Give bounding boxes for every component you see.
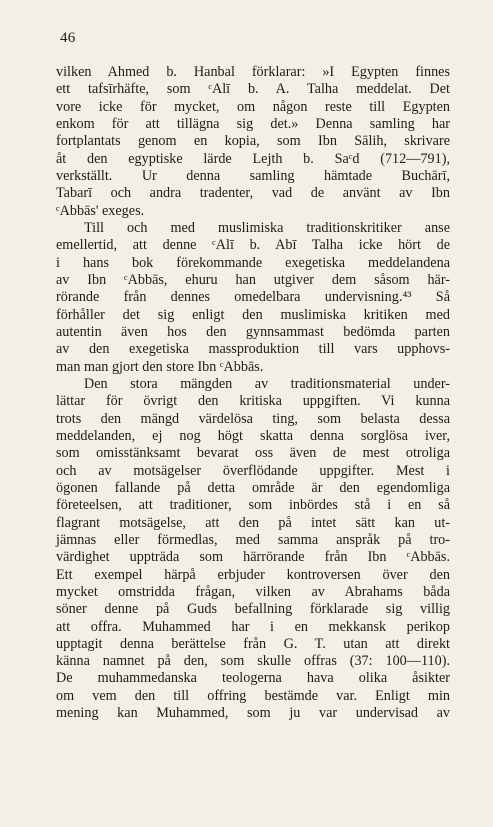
text-line: känna namnet på den, som skulle offras (37: 100—110). (56, 653, 450, 670)
text-line: rörande från dennes omedelbara undervisning.⁴³ Så (56, 289, 450, 306)
text-line: ᶜAbbās' exeges. (56, 202, 145, 219)
text-line: värdighet uppträda som härrörande från Ibn ᶜAbbās. (56, 549, 450, 566)
text-line: man man gjort den store Ibn ᶜAbbās. (56, 358, 264, 375)
text-line: och av motsägelser överflödande uppgifter. Mest i (56, 462, 450, 479)
text-line: De muhammedanska teologerna hava olika åsikter (56, 670, 450, 687)
text-line: enkom för att tillägna sig det.» Denna samling har (56, 115, 450, 132)
text-line: trots den mängd värdelösa ting, som belasta dessa (56, 410, 450, 427)
text-line: upptagit denna berättelse från G. T. utan att direkt (56, 635, 450, 652)
text-line: om vem den till offring bestämde var. Enligt min (56, 687, 450, 704)
text-line: autentin även hos den gynnsammast bedömda parten (56, 323, 450, 340)
text-line: jämnas eller förmedlas, med samma anspråk på tro- (56, 531, 450, 548)
text-line: företeelsen, att traditioner, som inbördes stå i en så (56, 497, 450, 514)
text-line: mening kan Muhammed, som ju var undervisad av (56, 705, 450, 722)
text-line: söner denne på Guds befallning förklarade sig villig (56, 601, 450, 618)
text-line: att offra. Muhammed har i en mekkansk perikop (56, 618, 450, 635)
text-line: Ett exempel härpå erbjuder kontroversen över den (56, 566, 450, 583)
text-line: förhåller det sig enligt den muslimiska kritiken med (56, 306, 450, 323)
text-line: åt den egyptiske lärde Lejth b. Saᶜd (712—791), (56, 150, 450, 167)
text-line: Tabarī och andra tradenter, vad de använt av Ibn (56, 185, 450, 202)
text-line: i hans bok förekommande exegetiska meddelandena (56, 254, 450, 271)
text-line: av den exegetiska massproduktion till vars upphovs- (56, 341, 450, 358)
text-line: flagrant motsägelse, att den på intet sätt kan ut- (56, 514, 450, 531)
text-line: emellertid, att denne ᶜAlī b. Abī Talha icke hört de (56, 237, 450, 254)
text-line: av Ibn ᶜAbbās, ehuru han utgiver dem såsom här- (56, 271, 450, 288)
text-line: lättar för övrigt den kritiska uppgiften. Vi kunna (56, 393, 450, 410)
text-line: meddelanden, ej nog högt skatta denna sorglösa iver, (56, 427, 450, 444)
text-line: som omisstänksamt bevarat oss även de mest otroliga (56, 445, 450, 462)
text-line: verkställt. Ur denna samling hämtade Buchārī, (56, 167, 450, 184)
page-number: 46 (60, 30, 76, 46)
text-line: Den stora mängden av traditionsmaterial under- (84, 375, 450, 392)
text-line: mycket omstridda frågan, vilken av Abrahams båda (56, 583, 450, 600)
text-line: vore icke för mycket, om någon reste till Egypten (56, 98, 450, 115)
text-line: ett tafsīrhäfte, som ᶜAlī b. A. Talha meddelat. Det (56, 81, 450, 98)
text-line: fortplantats genom en kopia, som Ibn Sālih, skrivare (56, 133, 450, 150)
body-text (56, 64, 450, 722)
text-line: Till och med muslimiska traditionskritiker anse (84, 219, 450, 236)
text-line: vilken Ahmed b. Hanbal förklarar: »I Egypten finnes (56, 64, 450, 80)
text-line: ögonen fallande på detta område är den egendomliga (56, 479, 450, 496)
